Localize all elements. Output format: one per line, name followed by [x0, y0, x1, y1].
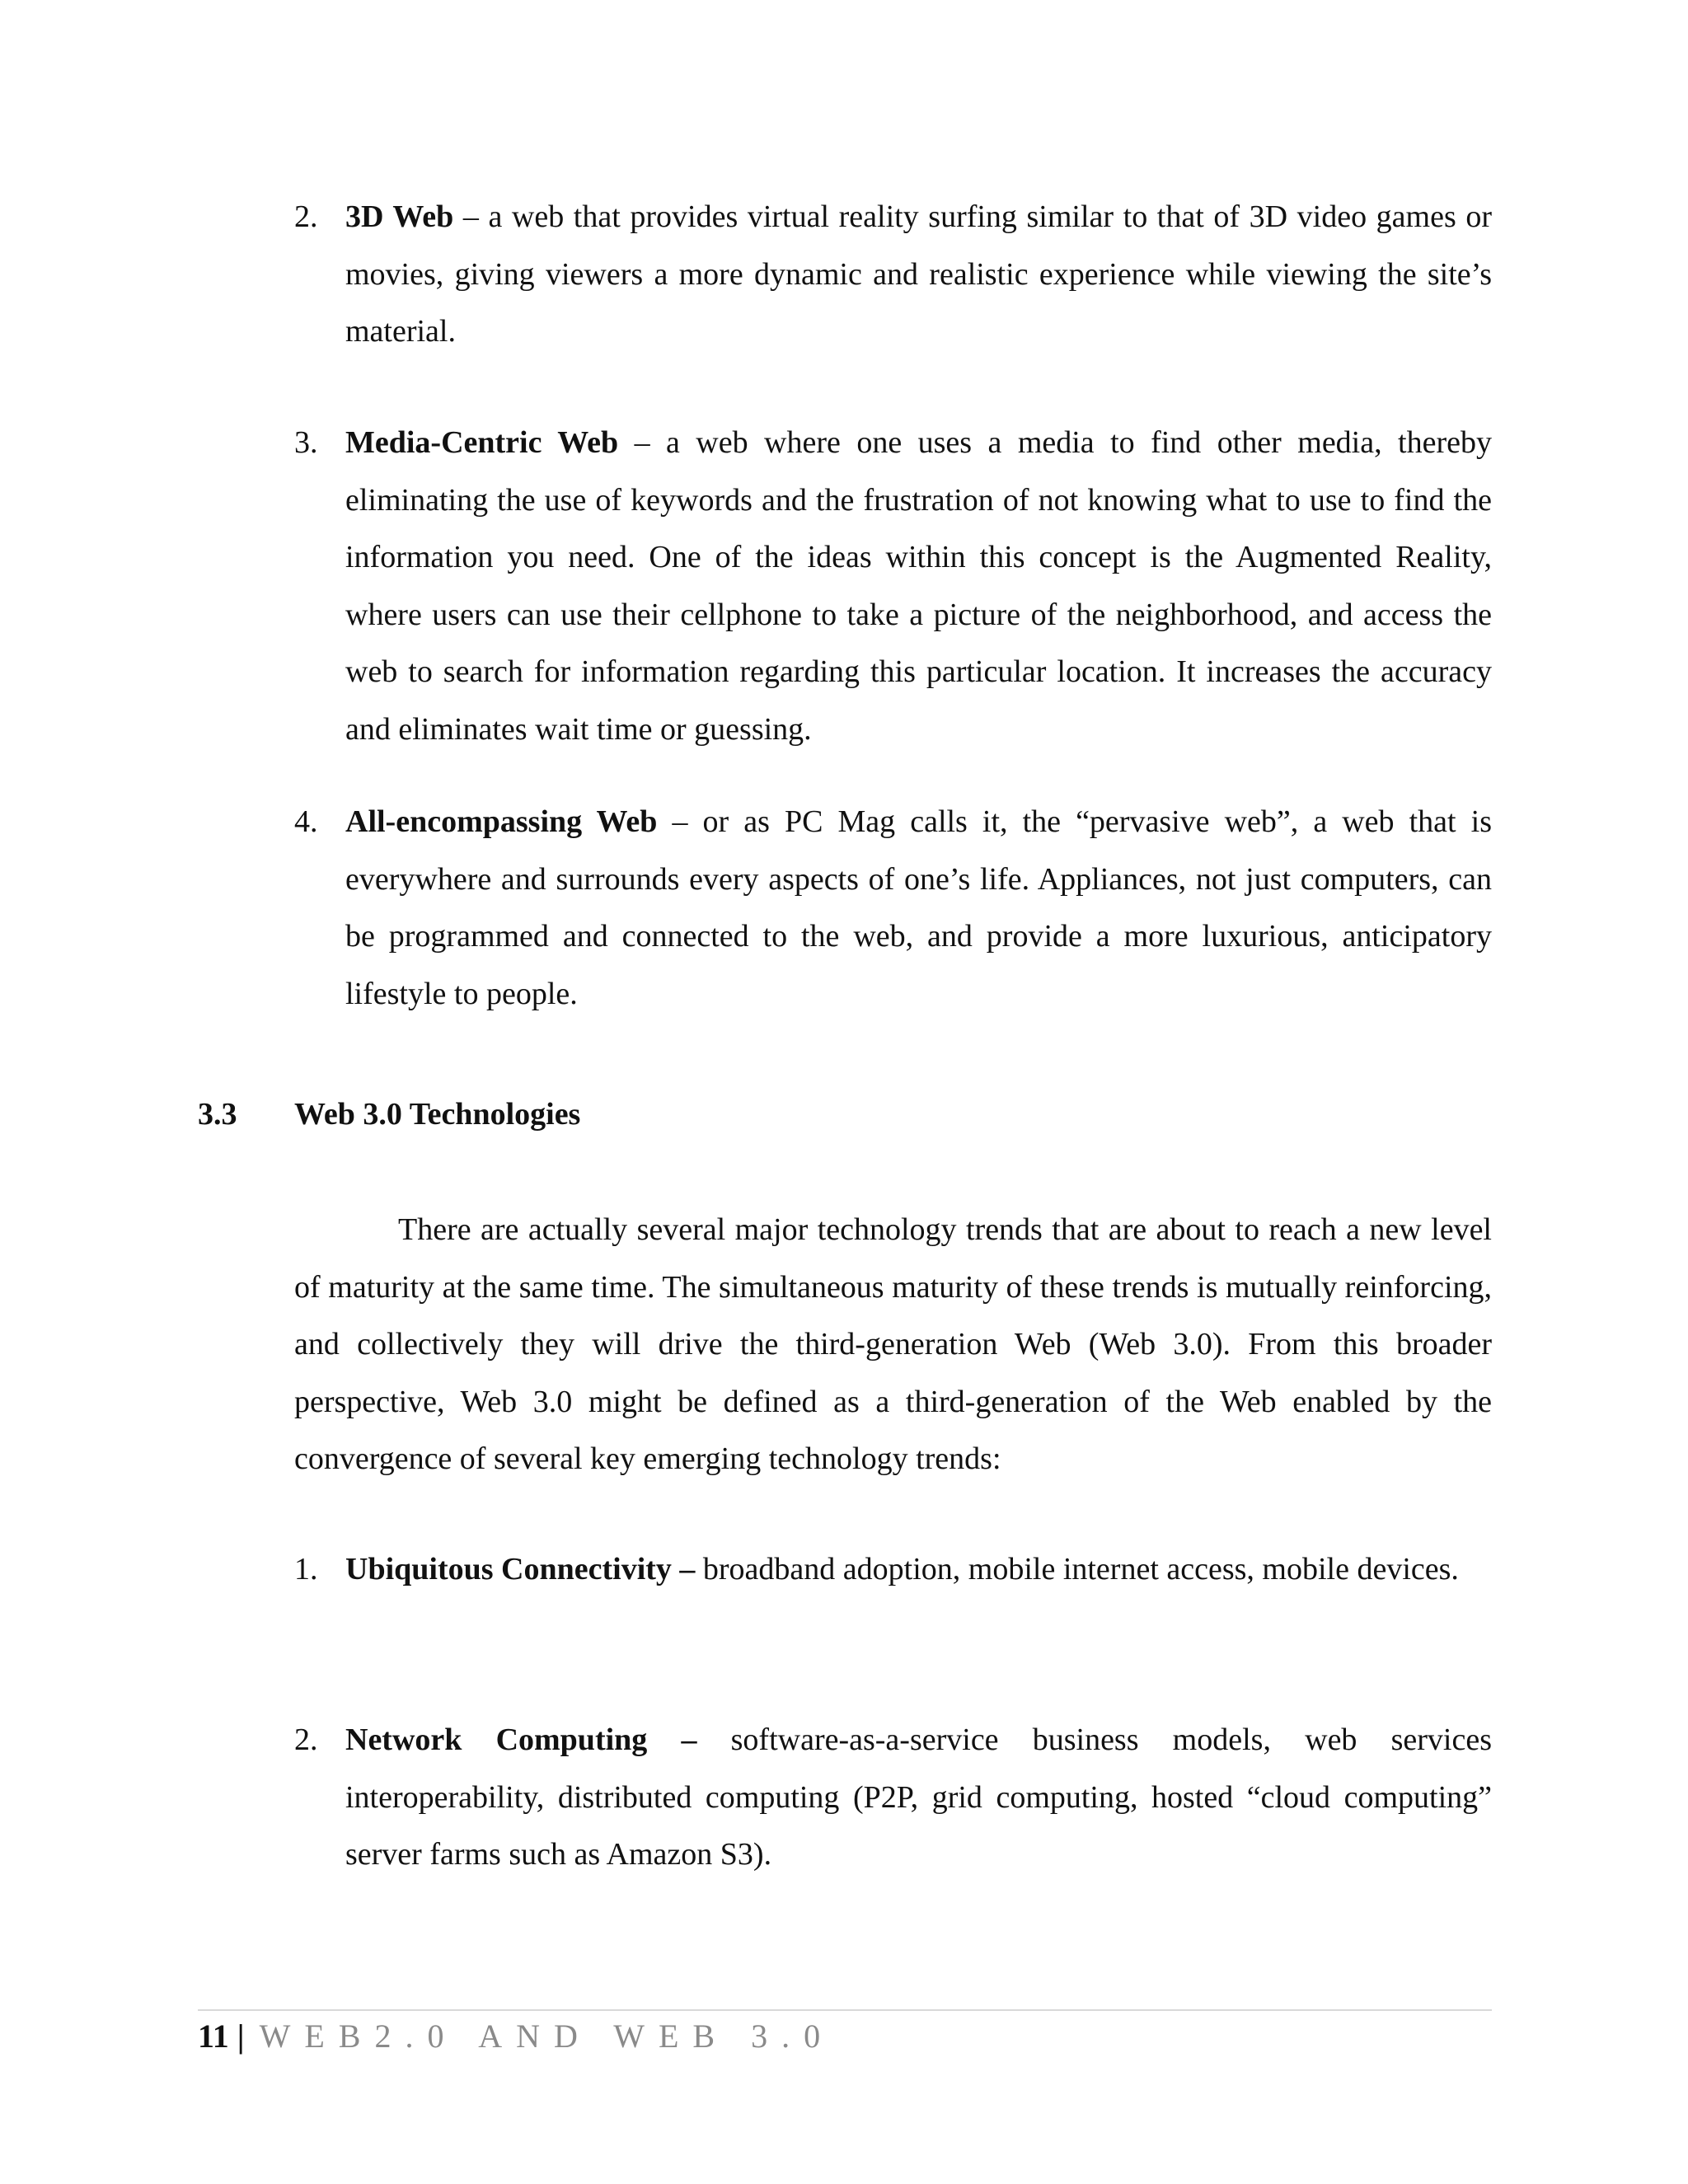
body-paragraph: There are actually several major technology trends that are about to reach a new level of maturity at the same time. The simultaneous maturity of these trends is mutually reinforcing, and collectively they will drive the third-generation Web (Web 3.0). From this broader perspective, Web 3.0 might be defined as a third-generation of the Web enabled by the convergence of several key emerging technology trends: [294, 1212, 1492, 1476]
list-item-media-centric-web [294, 415, 1492, 758]
list-item-ubiquitous-connectivity [294, 1541, 1492, 1599]
list-item-3d-web [294, 189, 1492, 361]
list-term: Network Computing – [345, 1722, 697, 1757]
list-number: 1. [294, 1552, 318, 1586]
list-item-all-encompassing-web [294, 794, 1492, 1023]
list-body [345, 1541, 1492, 1599]
list-item-network-computing [294, 1712, 1492, 1884]
section-title: Web 3.0 Technologies [294, 1097, 581, 1132]
list-text: broadband adoption, mobile internet access, mobile devices. [695, 1552, 1459, 1586]
section-number: 3.3 [198, 1097, 237, 1132]
list-text: – a web where one uses a media to find other media, thereby eliminating the use of keywords and the frustration of not knowing what to use to find the information you need. One of the ideas within this concept is the Augmented Reality, where users can use their cellphone to take a picture of the neighborhood, and access the web to search for information regarding this particular location. It increases the accuracy and eliminates wait time or guessing. [345, 425, 1492, 747]
list-number: 4. [294, 804, 318, 839]
list-term: 3D Web [345, 199, 454, 234]
list-number: 2. [294, 199, 318, 234]
footer-divider [198, 2009, 1492, 2011]
footer-separator: | [237, 2018, 245, 2055]
list-number: 2. [294, 1722, 318, 1757]
list-term: All-encompassing Web [345, 804, 658, 839]
footer-page-number: 11 [198, 2018, 229, 2055]
list-text: software-as-a-service business models, web services interoperability, distributed computing (P2P, grid computing, hosted “cloud computing” server farms such as Amazon S3). [345, 1722, 1492, 1872]
list-body [345, 415, 1492, 758]
list-term: Media-Centric Web [345, 425, 619, 460]
list-number: 3. [294, 425, 318, 460]
list-body [345, 794, 1492, 1023]
list-body [345, 189, 1492, 361]
list-term: Ubiquitous Connectivity – [345, 1552, 696, 1586]
footer-title: WEB2.0 AND WEB 3.0 [259, 2018, 835, 2055]
list-text: – or as PC Mag calls it, the “pervasive web”, a web that is everywhere and surrounds every aspects of one’s life. Appliances, not just computers, can be programmed and connected to the web, and provide a more luxurious, anticipatory lifestyle to people. [345, 804, 1492, 1011]
list-body [345, 1712, 1492, 1884]
list-text: – a web that provides virtual reality surfing similar to that of 3D video games or movies, giving viewers a more dynamic and realistic experience while viewing the site’s material. [345, 199, 1492, 349]
page-footer [198, 2016, 834, 2057]
